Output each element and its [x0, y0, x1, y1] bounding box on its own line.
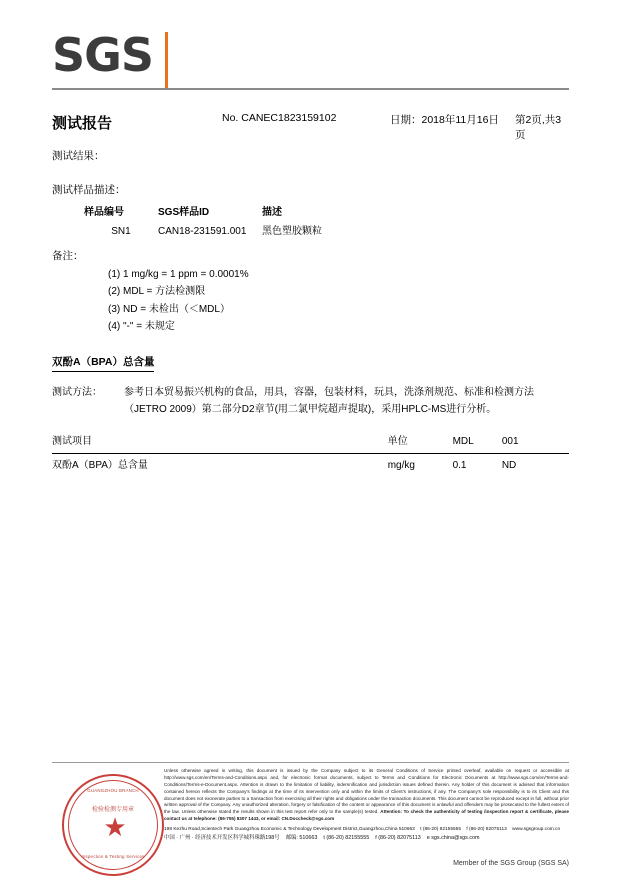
stamp-bottom-text: Inspection & Testing Services: [81, 854, 145, 859]
address-en-line: [164, 826, 569, 834]
result-col-sample: 001: [502, 434, 569, 453]
list-item: (4) "-" = 未规定: [108, 321, 175, 333]
sample-description-label: 测试样品描述：: [52, 184, 126, 197]
sample-table: [84, 205, 442, 240]
header-divider: [52, 88, 569, 90]
sample-id: CAN18-231591.001: [158, 226, 247, 238]
footer: [52, 768, 569, 860]
list-item: (1) 1 mg/kg = 1 ppm = 0.0001%: [108, 268, 249, 280]
sample-table-header-row: [84, 205, 442, 225]
remarks-label: 备注：: [52, 249, 84, 262]
sgs-logo: [52, 28, 192, 82]
footer-member-text: Member of the SGS Group (SGS SA): [453, 860, 569, 867]
address-cn-fax: f (86-20) 82075113: [375, 834, 421, 841]
result-unit: mg/kg: [387, 459, 415, 471]
result-table: [52, 434, 569, 473]
result-col-unit: 单位: [388, 434, 453, 453]
result-col-mdl: MDL: [453, 434, 502, 453]
sample-desc: 黑色塑胶颗粒: [262, 226, 322, 238]
list-item: (2) MDL = 方法检测限: [108, 286, 206, 298]
page-title: 测试报告: [52, 115, 113, 132]
result-item: 双酚A（BPA）总含量: [52, 459, 148, 471]
test-method-label: 测试方法：: [52, 387, 102, 399]
address-cn-post: 邮编: 510663: [285, 834, 318, 841]
legal-verify-line: Attention: To check the authenticity of testing /inspection report & certificate, please contact us at telephone: (86-755) 8307 1443, or email: CN.Doccheck@sgs.com: [164, 809, 569, 822]
footer-legal-text: [164, 768, 569, 823]
section-heading-bpa: 双酚A（BPA）总含量: [52, 354, 154, 372]
report-body: [52, 148, 569, 473]
test-method-text: 参考日本贸易振兴机构的食品，用具，容器，包装材料，玩具，洗涤剂规范、标准和检测方法（JETRO 2009）第二部分D2章节(用二氯甲烷超声提取)，采用HPLC-MS进行分析。: [124, 387, 534, 416]
table-row: [52, 453, 569, 473]
table-row: [84, 224, 442, 240]
stamp-cn-text: 检验检测专用章: [91, 807, 134, 813]
address-cn: 中国 · 广州 · 经济技术开发区科学城科珠路198号: [164, 834, 280, 841]
sample-col-desc: 描述: [262, 206, 282, 218]
address-en-tel: t (86-20) 82155555: [420, 827, 461, 832]
sample-no: SN1: [111, 226, 131, 238]
address-en-web: www.sgsgroup.com.cn: [512, 827, 561, 832]
result-table-header-row: [52, 434, 569, 453]
result-mdl: 0.1: [452, 459, 467, 471]
report-number: No. CANEC1823159102: [222, 112, 337, 124]
sample-col-id: SGS样品ID: [158, 206, 210, 218]
sgs-logo-text: SGS: [52, 28, 154, 82]
sample-col-no: 样品编号: [84, 206, 124, 218]
address-cn-line: [164, 834, 569, 843]
remarks-list: [108, 266, 569, 336]
results-label: 测试结果：: [52, 150, 105, 162]
page-number: 第2页,共3页: [515, 114, 562, 141]
report-header: [52, 112, 569, 141]
result-col-item: 测试项目: [52, 434, 388, 453]
test-method: [52, 384, 569, 418]
result-value: ND: [501, 459, 517, 471]
logo-accent-bar: [165, 32, 168, 88]
address-cn-tel: t (86-20) 82155555: [323, 834, 370, 841]
report-date: 日期：2018年11月16日: [390, 114, 499, 126]
company-stamp: [62, 774, 168, 880]
address-cn-mail: e sgs.china@sgs.com: [426, 834, 480, 841]
footer-divider: [52, 762, 569, 763]
legal-paragraph: Unless otherwise agreed in writing, this document is issued by the Company subject to its General Conditions of Service printed overleaf, available on request or accessible at http://www.sgs.com/en/Terms-and-Conditions.aspx and, for electronic format documents, subject to Terms and Conditions for Electronic Documents at http://www.sgs.com/en/Terms-and-Conditions/Terms-e-Document.aspx. Attention is drawn to the limitation of liability, indemnification and jurisdiction issues defined therein. Any holder of this document is advised that information contained hereon reflects the Company's findings at the time of its intervention only and within the limits of Client's instructions, if any. The Company's sole responsibility is to its Client and this document does not exonerate parties to a transaction from exercising all their rights and obligations under the transaction documents. This document cannot be reproduced except in full, without prior written approval of the Company. Any unauthorized alteration, forgery or falsification of the content or appearance of this document is unlawful and offenders may be prosecuted to the fullest extent of the law. Unless otherwise stated the results shown in this test report refer only to the sample(s) tested.: [164, 768, 569, 815]
list-item: (3) ND = 未检出（＜MDL）: [108, 303, 230, 315]
stamp-top-text: GUANGZHOU BRANCH: [87, 788, 139, 793]
address-en: 198 Kezhu Road,Scientech Park Guangzhou Economic & Technology Development District,Guangzhou,China 510663: [164, 827, 415, 832]
address-en-fax: f (86-20) 82075113: [466, 827, 507, 832]
footer-address: [164, 826, 569, 842]
star-icon: ★: [103, 812, 127, 842]
